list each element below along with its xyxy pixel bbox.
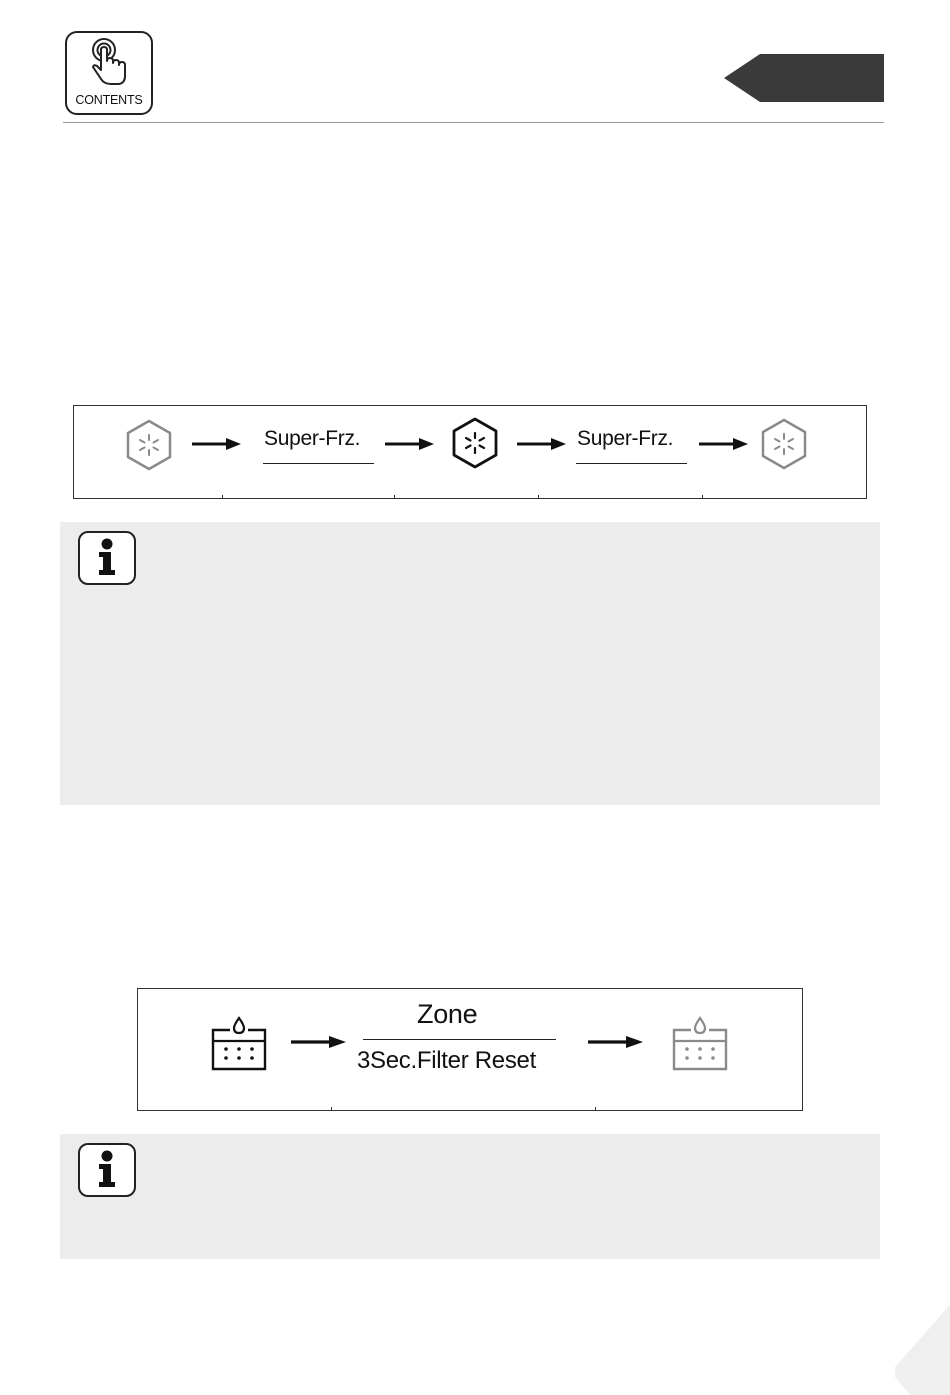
tick-mark [595,1107,596,1111]
snowflake-hexagon-inactive-icon [758,418,810,470]
arrow-right-icon [588,1035,644,1049]
zone-divider [363,1039,556,1040]
tick-mark [222,495,223,499]
arrow-right-icon [517,437,567,451]
info-panel [60,522,880,805]
tick-mark [538,495,539,499]
zone-label: Zone [417,999,478,1029]
arrow-right-icon [699,437,749,451]
super-freeze-label-1: Super-Frz. [264,427,361,450]
tick-mark [394,495,395,499]
info-icon [78,1143,136,1197]
page-corner-decoration [890,1305,950,1395]
label-underline [263,463,374,464]
arrow-right-icon [192,437,242,451]
label-underline [576,463,687,464]
tick-mark [702,495,703,499]
touch-hand-icon [89,37,133,93]
arrow-right-icon [291,1035,347,1049]
arrow-right-icon [385,437,435,451]
header-divider [63,122,884,123]
snowflake-hexagon-inactive-icon [123,419,175,471]
super-freeze-label-2: Super-Frz. [577,427,674,450]
super-freeze-diagram [73,405,867,499]
info-panel [60,1134,880,1259]
info-icon [78,531,136,585]
tick-mark [331,1107,332,1111]
water-filter-inactive-icon [669,1012,731,1072]
back-arrow-tab[interactable] [724,54,884,102]
filter-reset-label: 3Sec.Filter Reset [357,1047,536,1074]
water-filter-active-icon [208,1012,270,1072]
contents-button[interactable] [65,31,153,115]
contents-label: CONTENTS [75,93,143,107]
snowflake-hexagon-active-icon [449,417,501,469]
filter-reset-diagram [137,988,803,1111]
